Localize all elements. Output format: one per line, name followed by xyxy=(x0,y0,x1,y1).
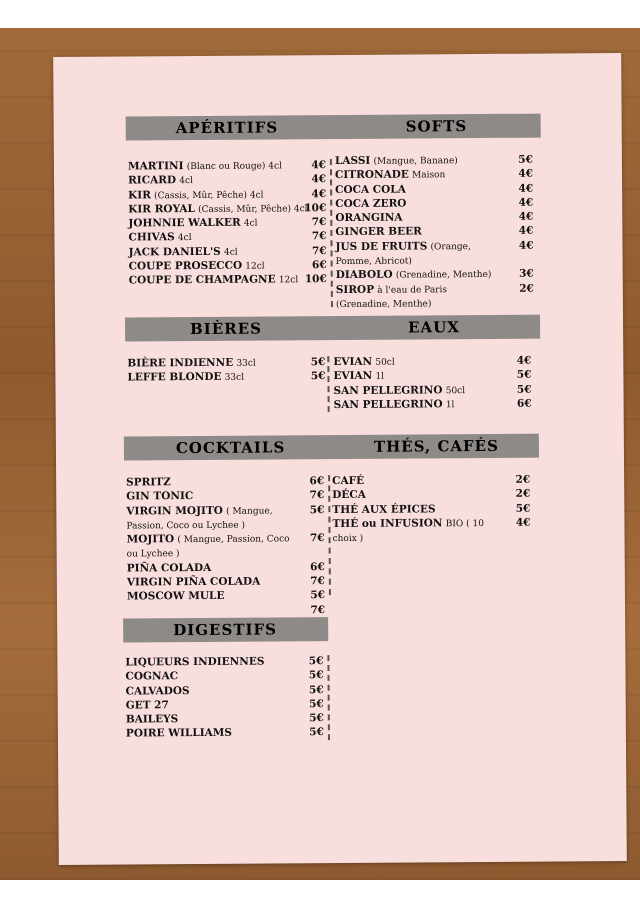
column-divider xyxy=(330,159,333,307)
list-item: EVIAN 50cl 4€ xyxy=(333,354,532,369)
list-item: JUS DE FRUITS (Orange, Pomme, Abricot) 4€ xyxy=(335,239,534,268)
column-divider xyxy=(328,475,331,595)
extra-price: 7€ xyxy=(310,603,326,616)
title-eaux: EAUX xyxy=(408,318,460,337)
title-bieres: BIÈRES xyxy=(190,319,263,339)
list-item: JOHNNIE WALKER 4cl 7€ xyxy=(128,216,327,230)
list-item: COUPE DE CHAMPAGNE 12cl 10€ xyxy=(128,273,327,287)
title-cocktails: COCKTAILS xyxy=(175,438,286,458)
column-divider xyxy=(327,655,330,740)
title-softs: SOFTS xyxy=(405,117,468,136)
list-item: DÉCA 2€ xyxy=(332,487,531,502)
list-item: RICARD 4cl 4€ xyxy=(128,173,327,187)
list-item: VIRGIN MOJITO ( Mangue, Passion, Coco ou Lychee ) 5€ xyxy=(126,503,325,532)
list-item: GINGER BEER 4€ xyxy=(335,225,534,239)
wooden-table xyxy=(0,28,640,880)
list-item: KIR ROYAL (Cassis, Mûr, Pêche) 4cl 10€ xyxy=(128,201,327,216)
list-item: GIN TONIC 7€ xyxy=(126,489,325,503)
title-aperitifs: APÉRITIFS xyxy=(175,118,279,138)
list-item: DIABOLO (Grenadine, Menthe) 3€ xyxy=(335,268,534,282)
list-item: POIRE WILLIAMS 5€ xyxy=(125,726,324,740)
list-item: LEFFE BLONDE 33cl 5€ xyxy=(127,370,326,384)
list-item: VIRGIN PIÑA COLADA 7€ xyxy=(126,575,325,589)
list-item: JACK DANIEL'S 4cl 7€ xyxy=(128,244,327,259)
aperitifs-list xyxy=(128,159,327,289)
thes-list xyxy=(332,474,530,547)
list-item: LASSI (Mangue, Banane) 5€ xyxy=(334,153,533,168)
list-item: LIQUEURS INDIENNES 5€ xyxy=(125,655,324,669)
header-bieres-eaux xyxy=(125,315,540,342)
digestifs-list xyxy=(125,655,324,742)
list-item: GET 27 5€ xyxy=(125,698,324,712)
title-thes: THÉS, CAFÉS xyxy=(373,436,499,456)
list-item: SAN PELLEGRINO 50cl 5€ xyxy=(333,383,532,397)
list-item: ORANGINA 4€ xyxy=(335,210,534,225)
list-item: EVIAN 1l 5€ xyxy=(333,368,532,383)
header-digestifs xyxy=(123,617,328,642)
column-divider xyxy=(327,356,329,412)
list-item: SPRITZ 6€ xyxy=(126,475,325,489)
list-item: KIR (Cassis, Mûr, Pêche) 4cl 4€ xyxy=(128,187,327,202)
list-item xyxy=(127,604,325,619)
eaux-list xyxy=(333,355,531,414)
list-item: CHIVAS 4cl 7€ xyxy=(128,230,327,244)
cocktails-list xyxy=(126,475,325,618)
list-item: COCA ZERO 4€ xyxy=(335,196,534,210)
list-item: THÉ ou INFUSION BIO ( 10 choix ) 4€ xyxy=(332,516,531,545)
list-item: SIROP à l'eau de Paris (Grenadine, Menthe) 2€ xyxy=(335,282,534,310)
list-item: CITRONADE Maison 4€ xyxy=(334,167,534,182)
list-item: COGNAC 5€ xyxy=(125,669,324,683)
list-item: MARTINI (Blanc ou Rouge) 4cl 4€ xyxy=(127,159,326,173)
header-aperitifs-softs xyxy=(126,114,541,141)
menu-sheet xyxy=(53,53,627,865)
bieres-list xyxy=(127,356,325,386)
list-item: PIÑA COLADA 6€ xyxy=(126,560,325,575)
header-cocktails-thes xyxy=(124,434,539,461)
list-item: COCA COLA 4€ xyxy=(335,182,534,196)
list-item: CAFÉ 2€ xyxy=(332,473,531,488)
list-item: COUPE PROSECCO 12cl 6€ xyxy=(128,259,327,273)
list-item: SAN PELLEGRINO 1l 6€ xyxy=(333,397,532,411)
list-item: THÉ AUX ÉPICES 5€ xyxy=(332,502,531,516)
list-item: MOSCOW MULE 5€ xyxy=(126,589,325,603)
list-item: CALVADOS 5€ xyxy=(125,683,324,698)
list-item: MOJITO ( Mangue, Passion, Coco ou Lychee ) 7€ xyxy=(126,532,325,560)
title-digestifs: DIGESTIFS xyxy=(173,620,278,640)
list-item: BAILEYS 5€ xyxy=(125,712,324,726)
softs-list xyxy=(335,154,534,313)
list-item: BIÈRE INDIENNE 33cl 5€ xyxy=(127,356,326,370)
